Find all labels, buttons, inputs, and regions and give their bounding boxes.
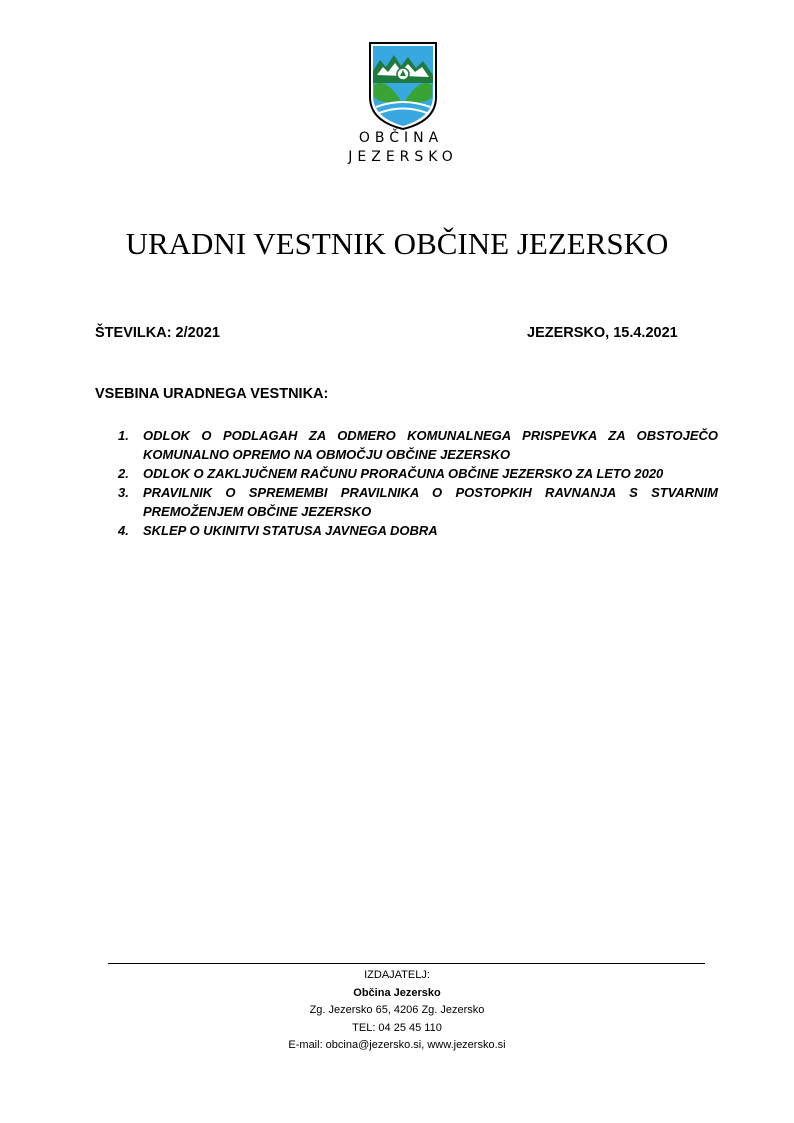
municipality-name-line1: OBČINA — [358, 130, 444, 146]
page-title: URADNI VESTNIK OBČINE JEZERSKO — [125, 226, 669, 261]
list-item-number: 4. — [118, 523, 129, 538]
list-item-number: 2. — [118, 466, 129, 481]
list-item-number: 1. — [118, 428, 129, 443]
list-item-text: ODLOK O ZAKLJUČNEM RAČUNU PRORAČUNA OBČINE JEZERSKO ZA LETO 2020 — [143, 466, 664, 481]
list-item-text: ODLOK O PODLAGAH ZA ODMERO KOMUNALNEGA PRISPEVKA ZA OBSTOJEČO KOMUNALNO OPREMO NA OBMOČJU OBČINE JEZERSKO — [143, 428, 718, 462]
place-date: JEZERSKO, 15.4.2021 — [527, 325, 678, 341]
list-item — [118, 521, 718, 540]
publisher-label: IZDAJATELJ: — [364, 969, 430, 981]
list-item — [118, 426, 718, 464]
publisher-name: Občina Jezersko — [353, 986, 441, 999]
issue-number: ŠTEVILKA: 2/2021 — [95, 325, 220, 341]
publisher-contact: E-mail: obcina@jezersko.si, www.jezersko.si — [288, 1039, 506, 1051]
list-item-text: SKLEP O UKINITVI STATUSA JAVNEGA DOBRA — [143, 523, 438, 538]
contents-list — [118, 426, 718, 540]
list-item — [118, 483, 718, 521]
list-item-text: PRAVILNIK O SPREMEMBI PRAVILNIKA O POSTOPKIH RAVNANJA S STVARNIM PREMOŽENJEM OBČINE JEZERSKO — [143, 485, 718, 519]
footer — [0, 967, 794, 1055]
coat-of-arms-icon — [368, 41, 438, 131]
list-item-number: 3. — [118, 485, 129, 500]
contents-heading: VSEBINA URADNEGA VESTNIKA: — [95, 386, 329, 402]
municipality-name-line2: JEZERSKO — [348, 149, 458, 165]
publisher-phone: TEL: 04 25 45 110 — [352, 1021, 442, 1034]
publisher-address: Zg. Jezersko 65, 4206 Zg. Jezersko — [309, 1004, 485, 1016]
list-item — [118, 464, 718, 483]
footer-divider — [108, 963, 705, 964]
